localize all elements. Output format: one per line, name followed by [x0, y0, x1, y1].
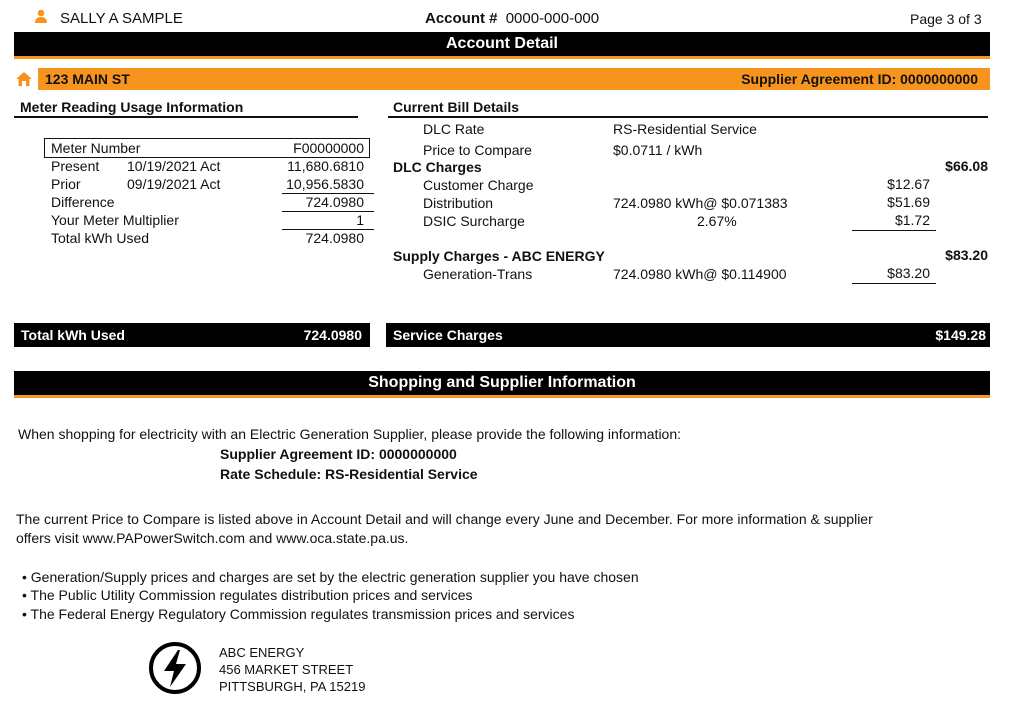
price-to-compare-label: Price to Compare: [423, 142, 532, 158]
bill-section-title: Current Bill Details: [393, 99, 520, 115]
dlc-rate-label: DLC Rate: [423, 121, 485, 137]
prior-date: 09/19/2021 Act: [127, 176, 221, 192]
bill-title-rule: [388, 116, 988, 118]
shopping-bar: [14, 371, 990, 395]
ptc-note-line1: The current Price to Compare is listed above in Account Detail and will change every June and December. For more information & supplier: [16, 511, 873, 527]
dsic-label: DSIC Surcharge: [423, 213, 525, 229]
customer-charge-value: $12.67: [887, 176, 930, 192]
generation-trans-label: Generation-Trans: [423, 266, 533, 282]
service-charges-value: $149.28: [935, 327, 986, 343]
multiplier-label: Your Meter Multiplier: [51, 212, 179, 228]
shopping-accent: [14, 395, 990, 398]
total-kwh-value: 724.0980: [305, 230, 364, 246]
customer-name: SALLY A SAMPLE: [60, 10, 183, 27]
service-charges-bar: [386, 323, 990, 347]
total-kwh-label: Total kWh Used: [51, 230, 150, 246]
supplier-street: 456 MARKET STREET: [219, 662, 354, 677]
shopping-rate-schedule: Rate Schedule: RS-Residential Service: [220, 466, 478, 482]
bullet-item: • The Federal Energy Regulatory Commission regulates transmission prices and services: [22, 606, 575, 622]
dsic-value: $1.72: [894, 212, 930, 228]
account-detail-title: Account Detail: [445, 35, 558, 52]
account-detail-bar: [14, 32, 990, 56]
bullet-text: The Federal Energy Regulatory Commission regulates transmission prices and services: [30, 606, 575, 622]
prior-reading: 10,956.5830: [286, 176, 364, 192]
difference-label: Difference: [51, 194, 115, 210]
account-number-row: [425, 10, 599, 27]
meter-section-title: Meter Reading Usage Information: [20, 99, 244, 115]
dsic-underline: [852, 230, 936, 231]
bullet-text: Generation/Supply prices and charges are set by the electric generation supplier you have chosen: [30, 569, 639, 585]
present-reading: 11,680.6810: [287, 158, 364, 174]
customer-charge-label: Customer Charge: [423, 177, 534, 193]
shopping-title: Shopping and Supplier Information: [368, 374, 636, 391]
supplier-name: ABC ENERGY: [219, 645, 305, 660]
dlc-rate-value: RS-Residential Service: [613, 121, 757, 137]
service-charges-label: Service Charges: [393, 327, 503, 343]
page-indicator: Page 3 of 3: [910, 11, 982, 27]
total-kwh-bar-value: 724.0980: [303, 327, 362, 343]
bullet-text: The Public Utility Commission regulates distribution prices and services: [30, 587, 473, 603]
bullet-item: • The Public Utility Commission regulates distribution prices and services: [22, 587, 473, 603]
present-label: Present: [51, 158, 100, 174]
supply-charges-label: Supply Charges - ABC ENERGY: [393, 248, 605, 264]
shopping-intro: When shopping for electricity with an Electric Generation Supplier, please provide the following information:: [18, 426, 682, 442]
meter-number-value: F00000000: [293, 140, 364, 156]
account-detail-accent: [14, 56, 990, 59]
shopping-agreement-id: Supplier Agreement ID: 0000000000: [220, 446, 457, 462]
supplier-city: PITTSBURGH, PA 15219: [219, 679, 366, 694]
generation-underline: [852, 283, 936, 284]
distribution-value: $51.69: [887, 194, 930, 210]
supplier-agreement-id: Supplier Agreement ID: 0000000000: [741, 71, 978, 87]
ptc-note-line2: offers visit www.PAPowerSwitch.com and www.oca.state.pa.us.: [16, 530, 409, 546]
distribution-label: Distribution: [423, 195, 494, 211]
service-address: 123 MAIN ST: [45, 71, 130, 87]
total-kwh-bar-label: Total kWh Used: [21, 327, 125, 343]
home-icon: [15, 71, 33, 87]
address-bar: [38, 68, 990, 90]
difference-value: 724.0980: [305, 194, 364, 210]
multiplier-value: 1: [356, 212, 364, 228]
account-number: 0000-000-000: [505, 10, 600, 27]
meter-title-rule: [14, 116, 358, 118]
distribution-detail: 724.0980 kWh@ $0.071383: [613, 195, 788, 211]
prior-label: Prior: [51, 176, 81, 192]
dlc-charges-total: $66.08: [945, 158, 988, 174]
lightning-bolt-icon: [148, 641, 202, 695]
generation-trans-value: $83.20: [887, 265, 930, 281]
account-label: Account #: [425, 10, 498, 27]
bullet-item: • Generation/Supply prices and charges are set by the electric generation supplier you have chosen: [22, 569, 639, 585]
total-kwh-bar: [14, 323, 370, 347]
present-date: 10/19/2021 Act: [127, 158, 221, 174]
supply-charges-total: $83.20: [945, 247, 988, 263]
dsic-detail: 2.67%: [697, 213, 737, 229]
generation-trans-detail: 724.0980 kWh@ $0.114900: [613, 266, 787, 282]
price-to-compare-value: $0.0711 / kWh: [613, 142, 703, 158]
person-icon: [34, 9, 48, 23]
dlc-charges-label: DLC Charges: [393, 159, 482, 175]
meter-number-label: Meter Number: [51, 140, 141, 156]
